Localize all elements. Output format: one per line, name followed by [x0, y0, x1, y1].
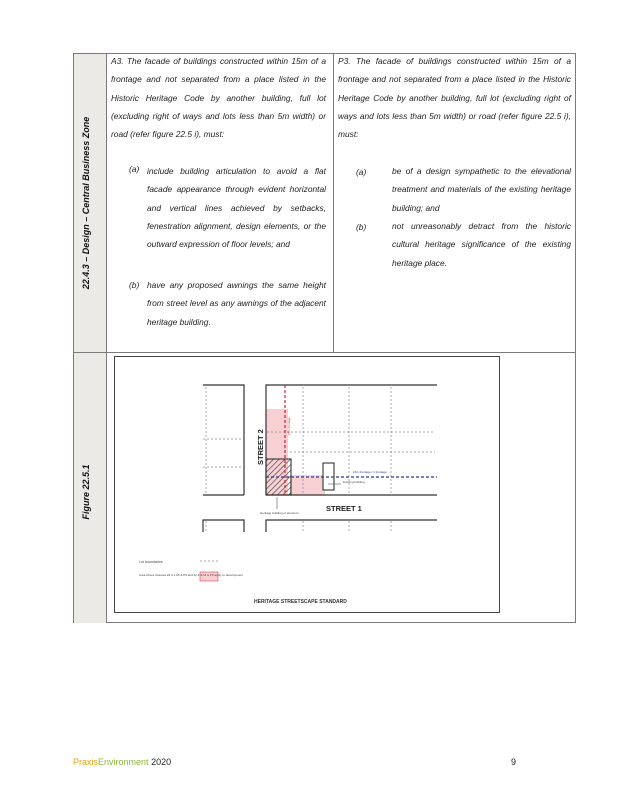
row-label-figure: Figure 22.5.1: [81, 464, 91, 520]
list-marker: (b): [129, 280, 140, 290]
footer-brand: [73, 757, 171, 767]
frontage-vertical-label: 15m frontage: [287, 417, 291, 435]
footer-year: 2020: [151, 757, 172, 767]
frontage-zone-horizontal: [290, 475, 325, 495]
row-divider: [74, 352, 575, 353]
figure-caption: HERITAGE STREETSCAPE STANDARD: [254, 599, 347, 605]
lot-block-bottom-right: [266, 520, 437, 532]
streetscape-diagram: [115, 357, 499, 612]
list-marker: (a): [356, 167, 367, 177]
list-marker: (a): [129, 164, 140, 174]
acceptable-item-a: include building articulation to avoid a flat facade appearance through evident horizontal and vertical lines achieved by setbacks, fenestration alignment, design elements, or the outward expression of floor levels; and: [147, 166, 326, 250]
list-marker: (b): [356, 222, 367, 232]
street-2-label: STREET 2: [256, 429, 265, 465]
performance-item-b: not unreasonably detract from the historic cultural heritage significance of the existing heritage place.: [392, 221, 571, 268]
column-divider: [333, 54, 334, 352]
column-divider: [106, 54, 107, 622]
brand-praxis: Praxis: [73, 757, 99, 767]
legend-area-label: Area where Clauses 22.4.1 A5 & P5 and 22.4.3 A3 & P3 apply to development: [139, 573, 243, 577]
street-1-label: STREET 1: [326, 504, 362, 513]
frontage-horizontal-label: 15m frontage / 1 frontage: [353, 470, 387, 474]
acceptable-intro: A3. The facade of buildings constructed within 15m of a frontage and not separated from a place listed in the Historic Heritage Code by another building, full lot (excluding right of ways and lots less than 5m width) or road (refer figure 22.5 i), must:: [111, 56, 326, 140]
page-number: 9: [511, 757, 517, 767]
row-label-design: 22.4.3 – Design – Central Business Zone: [81, 116, 91, 290]
lot-block-bottom-left: [203, 520, 244, 532]
acceptable-item-b: have any proposed awnings the same height from street level as any awnings of the adjacent heritage building.: [147, 280, 326, 327]
heritage-streetscape-figure: [114, 356, 500, 613]
legend-lot-label: Lot boundaries: [139, 560, 163, 564]
performance-item-a: be of a design sympathetic to the elevational treatment and materials of the existing heritage building; and: [392, 166, 571, 213]
lot-block-left: [203, 385, 244, 495]
existing-building-label: Existing building: [343, 480, 365, 484]
heritage-building-label: Heritage building or structure: [260, 511, 299, 515]
performance-intro: P3. The facade of buildings constructed within 15m of a frontage and not separated from a place listed in the Historic Heritage Code by another building, full lot (excluding right of ways and lots less than 5m width) or road (refer figure 22.5 i), must:: [338, 56, 571, 140]
brand-environment: Environment: [98, 757, 149, 767]
